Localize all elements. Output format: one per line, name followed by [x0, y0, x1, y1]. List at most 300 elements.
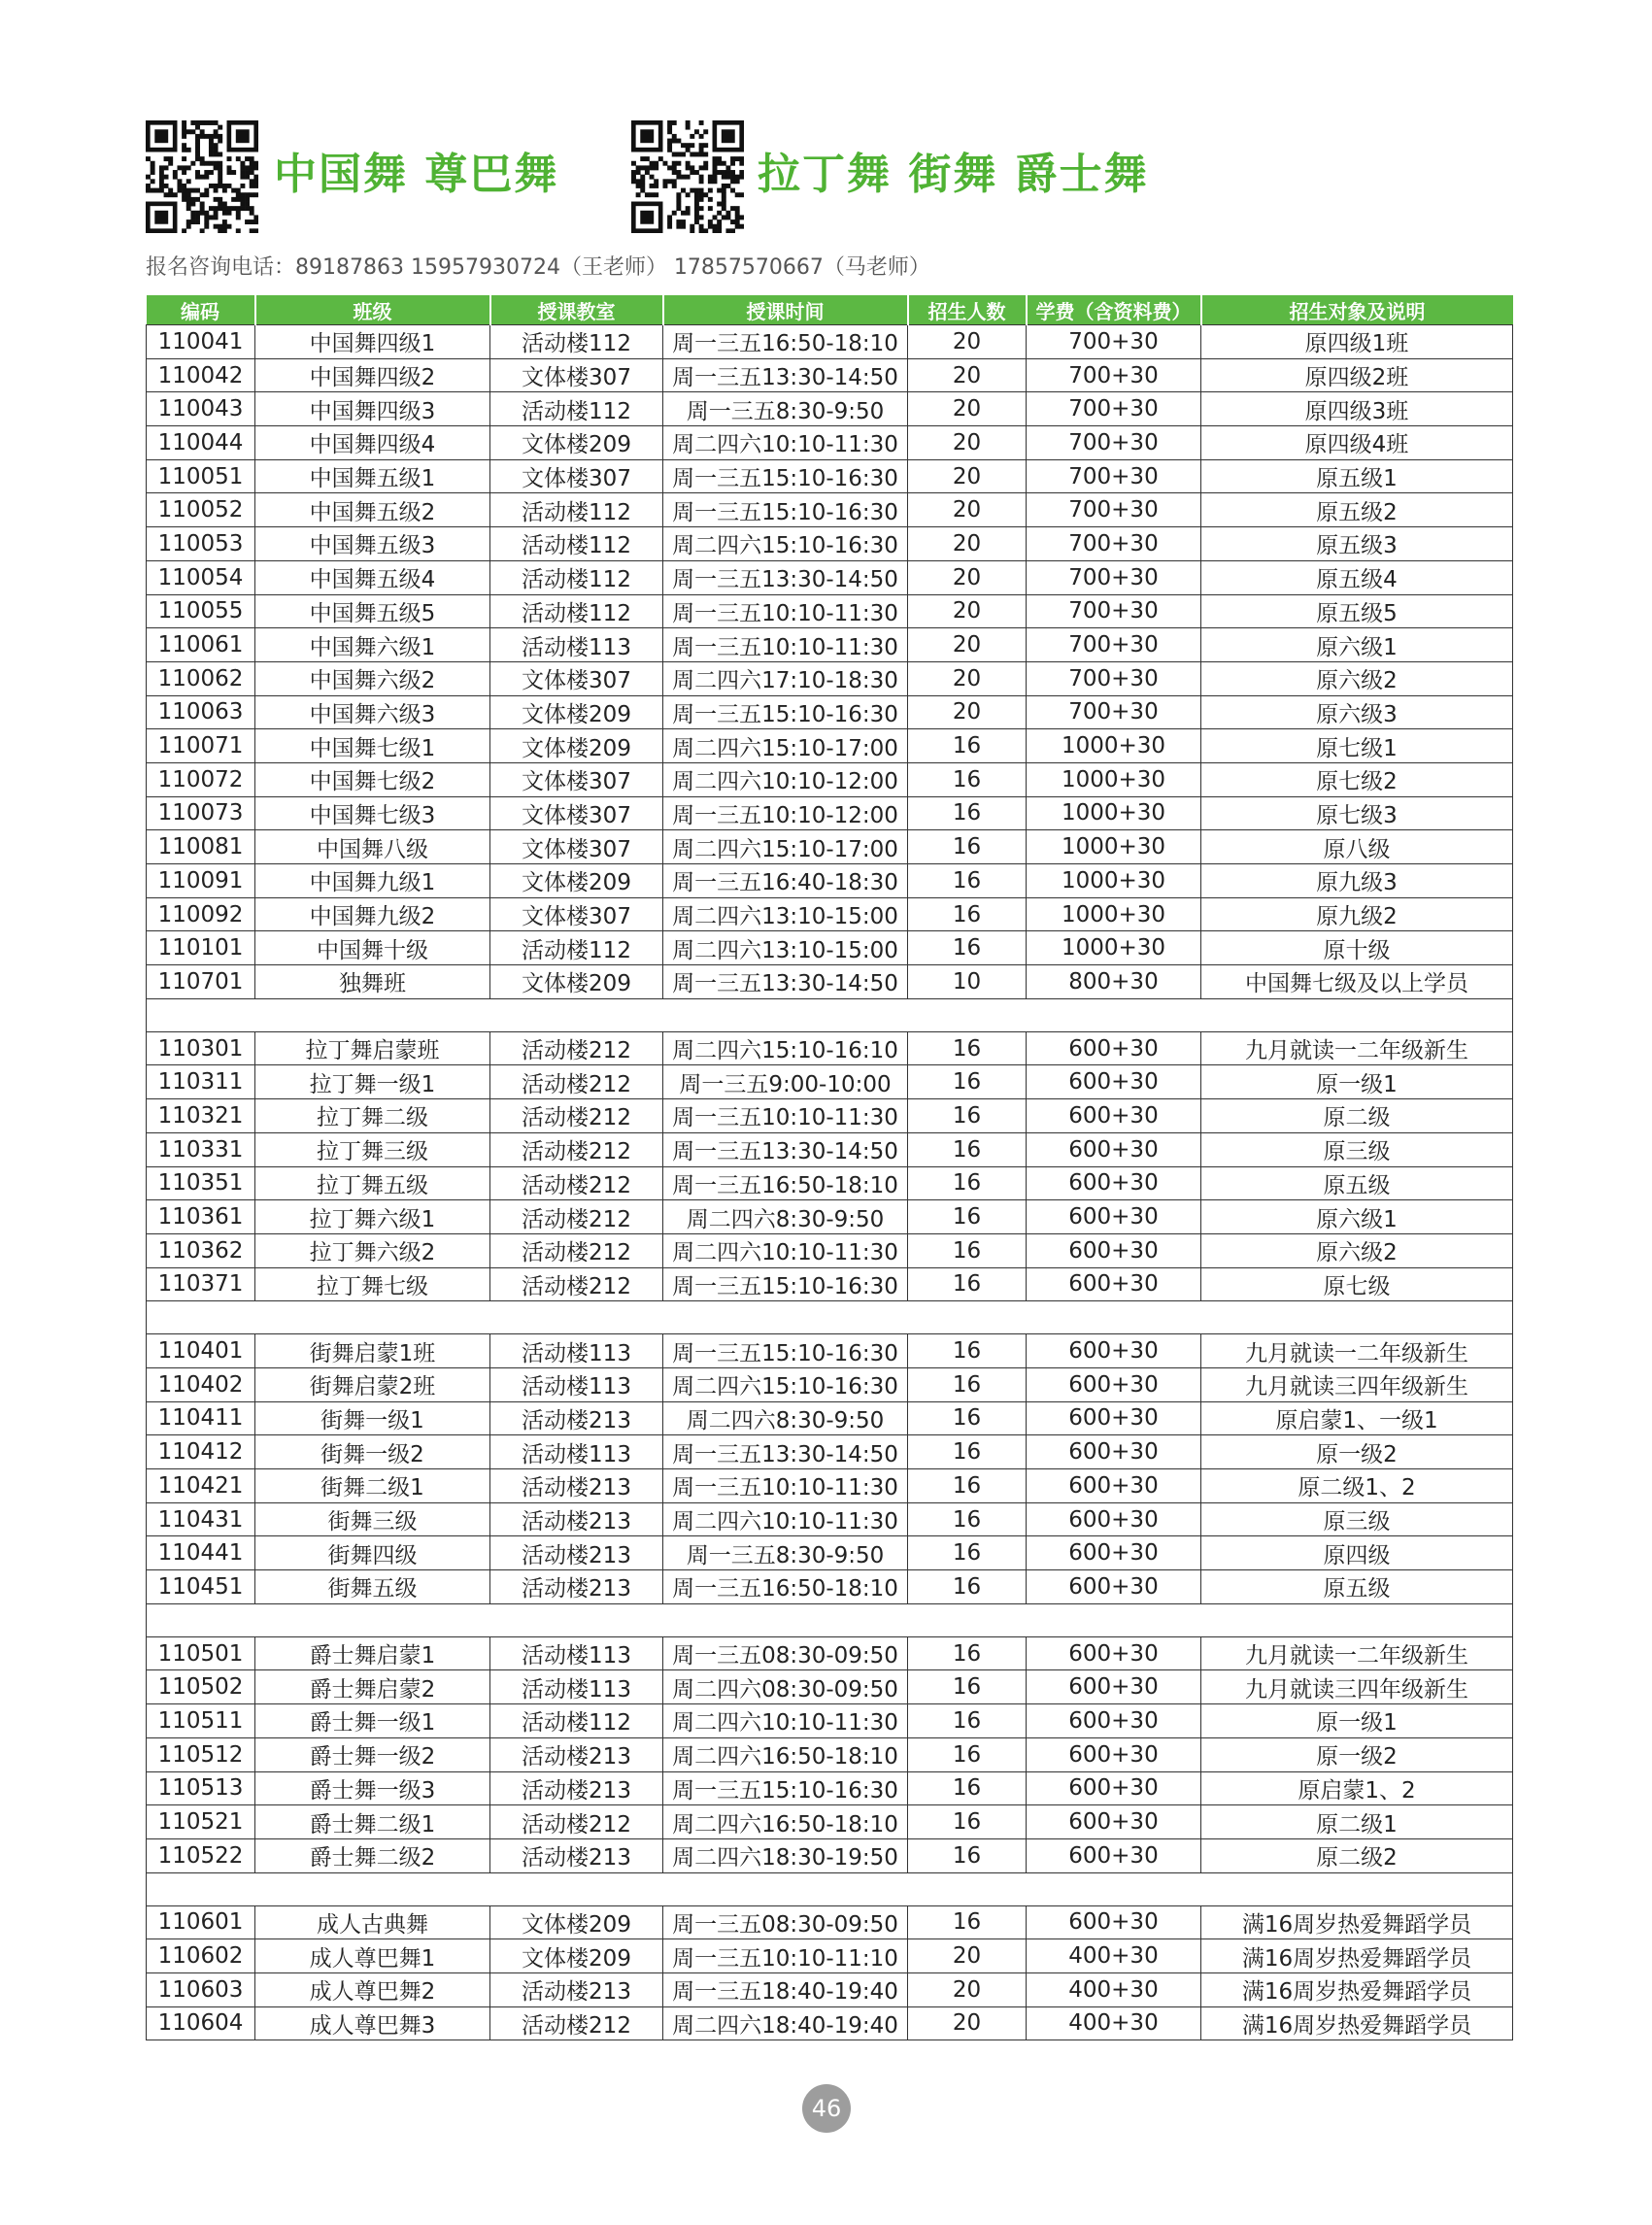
cell-count: 16: [908, 1536, 1027, 1570]
col-header-room: 授课教室: [490, 295, 663, 325]
cell-note: 原四级: [1201, 1536, 1513, 1570]
cell-code: 110362: [147, 1233, 255, 1267]
separator-cell: [147, 1872, 1513, 1905]
cell-code: 110603: [147, 1972, 255, 2006]
table-header-row: [147, 295, 1513, 325]
cell-note: 原五级2: [1201, 493, 1513, 527]
cell-code: 110071: [147, 729, 255, 763]
cell-fee: 600+30: [1027, 1469, 1201, 1503]
cell-fee: 600+30: [1027, 1805, 1201, 1839]
table-row: [147, 1099, 1513, 1133]
cell-class: 中国舞九级2: [255, 897, 490, 931]
table-row: [147, 358, 1513, 392]
cell-fee: 600+30: [1027, 1367, 1201, 1401]
cell-code: 110301: [147, 1031, 255, 1065]
cell-note: 原二级1、2: [1201, 1469, 1513, 1503]
cell-room: 文体楼209: [490, 426, 663, 460]
cell-code: 110431: [147, 1502, 255, 1536]
cell-class: 中国舞五级5: [255, 594, 490, 628]
cell-fee: 600+30: [1027, 1704, 1201, 1738]
cell-class: 中国舞四级1: [255, 325, 490, 359]
cell-time: 周二四六10:10-12:00: [663, 762, 908, 796]
cell-note: 满16周岁热爱舞蹈学员: [1201, 1905, 1513, 1939]
cell-note: 满16周岁热爱舞蹈学员: [1201, 1972, 1513, 2006]
cell-count: 20: [908, 1972, 1027, 2006]
cell-code: 110042: [147, 358, 255, 392]
cell-code: 110054: [147, 560, 255, 594]
cell-count: 16: [908, 1065, 1027, 1099]
cell-code: 110091: [147, 864, 255, 898]
cell-time: 周二四六17:10-18:30: [663, 661, 908, 695]
cell-time: 周一三五15:10-16:30: [663, 1267, 908, 1301]
cell-count: 16: [908, 1233, 1027, 1267]
cell-room: 活动楼213: [490, 1401, 663, 1435]
cell-code: 110321: [147, 1099, 255, 1133]
cell-room: 活动楼212: [490, 1233, 663, 1267]
cell-note: 中国舞七级及以上学员: [1201, 965, 1513, 999]
cell-fee: 700+30: [1027, 695, 1201, 729]
cell-room: 活动楼113: [490, 1670, 663, 1704]
cell-room: 活动楼112: [490, 527, 663, 561]
cell-class: 成人尊巴舞2: [255, 1972, 490, 2006]
cell-class: 中国舞十级: [255, 931, 490, 965]
cell-class: 街舞二级1: [255, 1469, 490, 1503]
cell-room: 活动楼113: [490, 1334, 663, 1368]
table-row: [147, 1972, 1513, 2006]
cell-fee: 600+30: [1027, 1838, 1201, 1872]
group-separator-row: [147, 1872, 1513, 1905]
table-row: [147, 594, 1513, 628]
cell-count: 20: [908, 325, 1027, 359]
cell-code: 110502: [147, 1670, 255, 1704]
cell-time: 周二四六18:30-19:50: [663, 1838, 908, 1872]
cell-code: 110402: [147, 1367, 255, 1401]
col-header-time: 授课时间: [663, 295, 908, 325]
group-separator-row: [147, 1301, 1513, 1334]
cell-room: 活动楼212: [490, 1267, 663, 1301]
col-header-note: 招生对象及说明: [1201, 295, 1513, 325]
cell-class: 中国舞五级2: [255, 493, 490, 527]
cell-room: 活动楼213: [490, 1469, 663, 1503]
cell-room: 文体楼307: [490, 762, 663, 796]
cell-note: 原九级3: [1201, 864, 1513, 898]
cell-room: 活动楼212: [490, 1805, 663, 1839]
cell-time: 周一三五15:10-16:30: [663, 695, 908, 729]
cell-class: 拉丁舞五级: [255, 1166, 490, 1200]
cell-time: 周一三五16:50-18:10: [663, 325, 908, 359]
cell-time: 周一三五10:10-11:10: [663, 1939, 908, 1973]
cell-count: 20: [908, 594, 1027, 628]
cell-time: 周一三五13:30-14:50: [663, 1435, 908, 1469]
table-row: [147, 2006, 1513, 2040]
cell-time: 周二四六16:50-18:10: [663, 1805, 908, 1839]
cell-room: 活动楼212: [490, 1099, 663, 1133]
col-header-fee: 学费（含资料费）: [1027, 295, 1201, 325]
table-row: [147, 1771, 1513, 1805]
cell-fee: 700+30: [1027, 493, 1201, 527]
cell-code: 110511: [147, 1704, 255, 1738]
table-row: [147, 1536, 1513, 1570]
cell-fee: 600+30: [1027, 1905, 1201, 1939]
cell-code: 110361: [147, 1200, 255, 1234]
cell-class: 爵士舞一级3: [255, 1771, 490, 1805]
cell-time: 周二四六16:50-18:10: [663, 1737, 908, 1771]
cell-code: 110061: [147, 628, 255, 662]
cell-note: 原二级2: [1201, 1838, 1513, 1872]
cell-count: 20: [908, 560, 1027, 594]
cell-code: 110055: [147, 594, 255, 628]
cell-time: 周一三五13:30-14:50: [663, 560, 908, 594]
cell-class: 中国舞五级3: [255, 527, 490, 561]
cell-time: 周二四六8:30-9:50: [663, 1200, 908, 1234]
cell-time: 周二四六13:10-15:00: [663, 897, 908, 931]
cell-time: 周二四六10:10-11:30: [663, 1502, 908, 1536]
separator-cell: [147, 1301, 1513, 1334]
cell-room: 活动楼112: [490, 493, 663, 527]
cell-note: 九月就读一二年级新生: [1201, 1334, 1513, 1368]
cell-note: 原七级2: [1201, 762, 1513, 796]
cell-note: 原六级1: [1201, 1200, 1513, 1234]
cell-time: 周一三五10:10-12:00: [663, 796, 908, 830]
cell-count: 20: [908, 1939, 1027, 1973]
cell-class: 街舞一级1: [255, 1401, 490, 1435]
cell-note: 原八级: [1201, 830, 1513, 864]
table-row: [147, 830, 1513, 864]
cell-code: 110092: [147, 897, 255, 931]
cell-note: 满16周岁热爱舞蹈学员: [1201, 1939, 1513, 1973]
cell-room: 活动楼113: [490, 1435, 663, 1469]
cell-count: 16: [908, 1031, 1027, 1065]
cell-room: 活动楼112: [490, 392, 663, 426]
cell-fee: 600+30: [1027, 1099, 1201, 1133]
cell-class: 中国舞七级1: [255, 729, 490, 763]
cell-note: 原一级2: [1201, 1737, 1513, 1771]
cell-fee: 700+30: [1027, 426, 1201, 460]
cell-time: 周二四六10:10-11:30: [663, 1704, 908, 1738]
cell-note: 原十级: [1201, 931, 1513, 965]
cell-fee: 600+30: [1027, 1065, 1201, 1099]
cell-count: 16: [908, 1636, 1027, 1670]
cell-room: 文体楼209: [490, 1939, 663, 1973]
cell-code: 110522: [147, 1838, 255, 1872]
cell-fee: 700+30: [1027, 358, 1201, 392]
cell-count: 20: [908, 2006, 1027, 2040]
cell-room: 文体楼209: [490, 695, 663, 729]
cell-count: 20: [908, 392, 1027, 426]
cell-time: 周一三五16:40-18:30: [663, 864, 908, 898]
cell-code: 110602: [147, 1939, 255, 1973]
page-number-badge: 46: [802, 2084, 851, 2133]
table-row: [147, 1570, 1513, 1604]
table-row: [147, 729, 1513, 763]
cell-room: 活动楼213: [490, 1771, 663, 1805]
cell-count: 16: [908, 1334, 1027, 1368]
table-row: [147, 1166, 1513, 1200]
cell-class: 街舞三级: [255, 1502, 490, 1536]
cell-count: 20: [908, 426, 1027, 460]
cell-class: 独舞班: [255, 965, 490, 999]
cell-class: 爵士舞启蒙2: [255, 1670, 490, 1704]
cell-note: 原六级2: [1201, 661, 1513, 695]
separator-cell: [147, 998, 1513, 1031]
cell-fee: 400+30: [1027, 1972, 1201, 2006]
cell-fee: 600+30: [1027, 1435, 1201, 1469]
cell-class: 街舞五级: [255, 1570, 490, 1604]
cell-room: 活动楼112: [490, 594, 663, 628]
cell-code: 110351: [147, 1166, 255, 1200]
table-row: [147, 1469, 1513, 1503]
group-separator-row: [147, 998, 1513, 1031]
table-row: [147, 1132, 1513, 1166]
cell-class: 中国舞四级3: [255, 392, 490, 426]
cell-time: 周一三五15:10-16:30: [663, 459, 908, 493]
cell-room: 活动楼212: [490, 1031, 663, 1065]
cell-class: 街舞一级2: [255, 1435, 490, 1469]
cell-room: 活动楼213: [490, 1502, 663, 1536]
cell-count: 16: [908, 1570, 1027, 1604]
cell-class: 中国舞七级2: [255, 762, 490, 796]
cell-count: 16: [908, 1099, 1027, 1133]
cell-class: 拉丁舞六级1: [255, 1200, 490, 1234]
cell-count: 16: [908, 1502, 1027, 1536]
cell-code: 110401: [147, 1334, 255, 1368]
cell-class: 成人尊巴舞3: [255, 2006, 490, 2040]
table-row: [147, 1905, 1513, 1939]
cell-class: 爵士舞一级2: [255, 1737, 490, 1771]
cell-count: 16: [908, 1132, 1027, 1166]
cell-time: 周二四六13:10-15:00: [663, 931, 908, 965]
cell-fee: 700+30: [1027, 594, 1201, 628]
table-row: [147, 796, 1513, 830]
cell-count: 16: [908, 1435, 1027, 1469]
col-header-code: 编码: [147, 295, 255, 325]
table-row: [147, 1031, 1513, 1065]
cell-code: 110513: [147, 1771, 255, 1805]
cell-code: 110043: [147, 392, 255, 426]
cell-fee: 1000+30: [1027, 762, 1201, 796]
cell-room: 活动楼213: [490, 1536, 663, 1570]
cell-fee: 600+30: [1027, 1166, 1201, 1200]
cell-note: 原二级1: [1201, 1805, 1513, 1839]
cell-note: 满16周岁热爱舞蹈学员: [1201, 2006, 1513, 2040]
cell-class: 拉丁舞一级1: [255, 1065, 490, 1099]
cell-fee: 600+30: [1027, 1031, 1201, 1065]
cell-room: 活动楼112: [490, 1704, 663, 1738]
cell-time: 周一三五18:40-19:40: [663, 1972, 908, 2006]
cell-note: 原二级: [1201, 1099, 1513, 1133]
cell-room: 活动楼212: [490, 1166, 663, 1200]
cell-code: 110331: [147, 1132, 255, 1166]
cell-note: 原六级1: [1201, 628, 1513, 662]
cell-time: 周一三五15:10-16:30: [663, 1771, 908, 1805]
cell-note: 原五级: [1201, 1166, 1513, 1200]
cell-time: 周一三五15:10-16:30: [663, 1334, 908, 1368]
cell-time: 周一三五08:30-09:50: [663, 1636, 908, 1670]
table-row: [147, 1401, 1513, 1435]
cell-room: 活动楼213: [490, 1972, 663, 2006]
cell-room: 文体楼307: [490, 459, 663, 493]
table-row: [147, 1737, 1513, 1771]
table-body: [147, 325, 1513, 2040]
cell-count: 16: [908, 1200, 1027, 1234]
cell-code: 110051: [147, 459, 255, 493]
table-row: [147, 459, 1513, 493]
cell-class: 中国舞四级4: [255, 426, 490, 460]
cell-class: 中国舞六级2: [255, 661, 490, 695]
cell-room: 文体楼209: [490, 1905, 663, 1939]
cell-room: 文体楼209: [490, 729, 663, 763]
cell-code: 110044: [147, 426, 255, 460]
cell-time: 周一三五10:10-11:30: [663, 1099, 908, 1133]
cell-note: 原六级2: [1201, 1233, 1513, 1267]
cell-time: 周一三五9:00-10:00: [663, 1065, 908, 1099]
cell-time: 周一三五13:30-14:50: [663, 965, 908, 999]
table-row: [147, 1233, 1513, 1267]
schedule-table: [146, 295, 1513, 2040]
cell-code: 110053: [147, 527, 255, 561]
cell-note: 原四级4班: [1201, 426, 1513, 460]
cell-count: 20: [908, 493, 1027, 527]
cell-room: 文体楼307: [490, 897, 663, 931]
cell-count: 16: [908, 1267, 1027, 1301]
cell-fee: 600+30: [1027, 1536, 1201, 1570]
cell-fee: 600+30: [1027, 1132, 1201, 1166]
cell-class: 爵士舞启蒙1: [255, 1636, 490, 1670]
cell-note: 九月就读三四年级新生: [1201, 1670, 1513, 1704]
cell-class: 中国舞七级3: [255, 796, 490, 830]
cell-note: 九月就读三四年级新生: [1201, 1367, 1513, 1401]
cell-count: 16: [908, 1166, 1027, 1200]
cell-note: 原七级: [1201, 1267, 1513, 1301]
cell-class: 拉丁舞三级: [255, 1132, 490, 1166]
table-row: [147, 1367, 1513, 1401]
cell-class: 拉丁舞七级: [255, 1267, 490, 1301]
cell-room: 活动楼213: [490, 1570, 663, 1604]
group-separator-row: [147, 1603, 1513, 1636]
cell-fee: 700+30: [1027, 560, 1201, 594]
table-row: [147, 931, 1513, 965]
cell-code: 110062: [147, 661, 255, 695]
table-row: [147, 762, 1513, 796]
table-row: [147, 1267, 1513, 1301]
qr-code-left-icon[interactable]: [146, 120, 258, 233]
cell-room: 活动楼212: [490, 1200, 663, 1234]
cell-fee: 1000+30: [1027, 897, 1201, 931]
table-row: [147, 661, 1513, 695]
cell-room: 活动楼213: [490, 1838, 663, 1872]
cell-time: 周一三五13:30-14:50: [663, 1132, 908, 1166]
cell-room: 活动楼212: [490, 1065, 663, 1099]
table-row: [147, 628, 1513, 662]
cell-code: 110421: [147, 1469, 255, 1503]
cell-class: 拉丁舞六级2: [255, 1233, 490, 1267]
cell-fee: 700+30: [1027, 325, 1201, 359]
table-row: [147, 965, 1513, 999]
cell-class: 拉丁舞启蒙班: [255, 1031, 490, 1065]
cell-fee: 1000+30: [1027, 796, 1201, 830]
table-row: [147, 426, 1513, 460]
cell-class: 成人尊巴舞1: [255, 1939, 490, 1973]
cell-time: 周一三五8:30-9:50: [663, 392, 908, 426]
table-row: [147, 1838, 1513, 1872]
table-row: [147, 493, 1513, 527]
cell-code: 110073: [147, 796, 255, 830]
cell-class: 中国舞五级4: [255, 560, 490, 594]
cell-code: 110072: [147, 762, 255, 796]
cell-note: 九月就读一二年级新生: [1201, 1636, 1513, 1670]
table-row: [147, 1435, 1513, 1469]
cell-time: 周二四六10:10-11:30: [663, 426, 908, 460]
cell-fee: 400+30: [1027, 2006, 1201, 2040]
cell-time: 周一三五16:50-18:10: [663, 1570, 908, 1604]
cell-time: 周二四六15:10-16:10: [663, 1031, 908, 1065]
cell-code: 110701: [147, 965, 255, 999]
table-row: [147, 1939, 1513, 1973]
cell-fee: 600+30: [1027, 1267, 1201, 1301]
cell-note: 原七级1: [1201, 729, 1513, 763]
cell-fee: 700+30: [1027, 392, 1201, 426]
cell-note: 原四级2班: [1201, 358, 1513, 392]
cell-class: 中国舞六级1: [255, 628, 490, 662]
cell-note: 原一级1: [1201, 1065, 1513, 1099]
cell-note: 原三级: [1201, 1502, 1513, 1536]
cell-note: 原五级1: [1201, 459, 1513, 493]
cell-time: 周一三五10:10-11:30: [663, 628, 908, 662]
cell-note: 原四级3班: [1201, 392, 1513, 426]
cell-room: 活动楼113: [490, 1367, 663, 1401]
cell-code: 110411: [147, 1401, 255, 1435]
cell-count: 20: [908, 527, 1027, 561]
cell-note: 原九级2: [1201, 897, 1513, 931]
cell-time: 周二四六18:40-19:40: [663, 2006, 908, 2040]
qr-code-right-icon[interactable]: [631, 120, 744, 233]
cell-fee: 600+30: [1027, 1401, 1201, 1435]
cell-code: 110604: [147, 2006, 255, 2040]
table-row: [147, 1805, 1513, 1839]
cell-count: 16: [908, 1401, 1027, 1435]
cell-code: 110412: [147, 1435, 255, 1469]
table-row: [147, 1200, 1513, 1234]
cell-room: 活动楼212: [490, 2006, 663, 2040]
cell-class: 成人古典舞: [255, 1905, 490, 1939]
cell-fee: 600+30: [1027, 1200, 1201, 1234]
separator-cell: [147, 1603, 1513, 1636]
cell-note: 原一级1: [1201, 1704, 1513, 1738]
table-row: [147, 560, 1513, 594]
cell-count: 16: [908, 796, 1027, 830]
cell-note: 原四级1班: [1201, 325, 1513, 359]
left-title: 中国舞 尊巴舞: [274, 150, 559, 199]
cell-class: 爵士舞二级2: [255, 1838, 490, 1872]
cell-time: 周一三五10:10-11:30: [663, 1469, 908, 1503]
cell-code: 110041: [147, 325, 255, 359]
cell-fee: 600+30: [1027, 1233, 1201, 1267]
cell-time: 周一三五8:30-9:50: [663, 1536, 908, 1570]
cell-room: 文体楼307: [490, 796, 663, 830]
cell-time: 周二四六15:10-16:30: [663, 527, 908, 561]
cell-count: 16: [908, 830, 1027, 864]
cell-count: 16: [908, 1905, 1027, 1939]
cell-note: 九月就读一二年级新生: [1201, 1031, 1513, 1065]
cell-room: 文体楼209: [490, 965, 663, 999]
cell-room: 活动楼113: [490, 1636, 663, 1670]
cell-count: 16: [908, 931, 1027, 965]
cell-fee: 600+30: [1027, 1771, 1201, 1805]
cell-fee: 700+30: [1027, 527, 1201, 561]
table-row: [147, 527, 1513, 561]
cell-note: 原启蒙1、2: [1201, 1771, 1513, 1805]
cell-class: 中国舞五级1: [255, 459, 490, 493]
